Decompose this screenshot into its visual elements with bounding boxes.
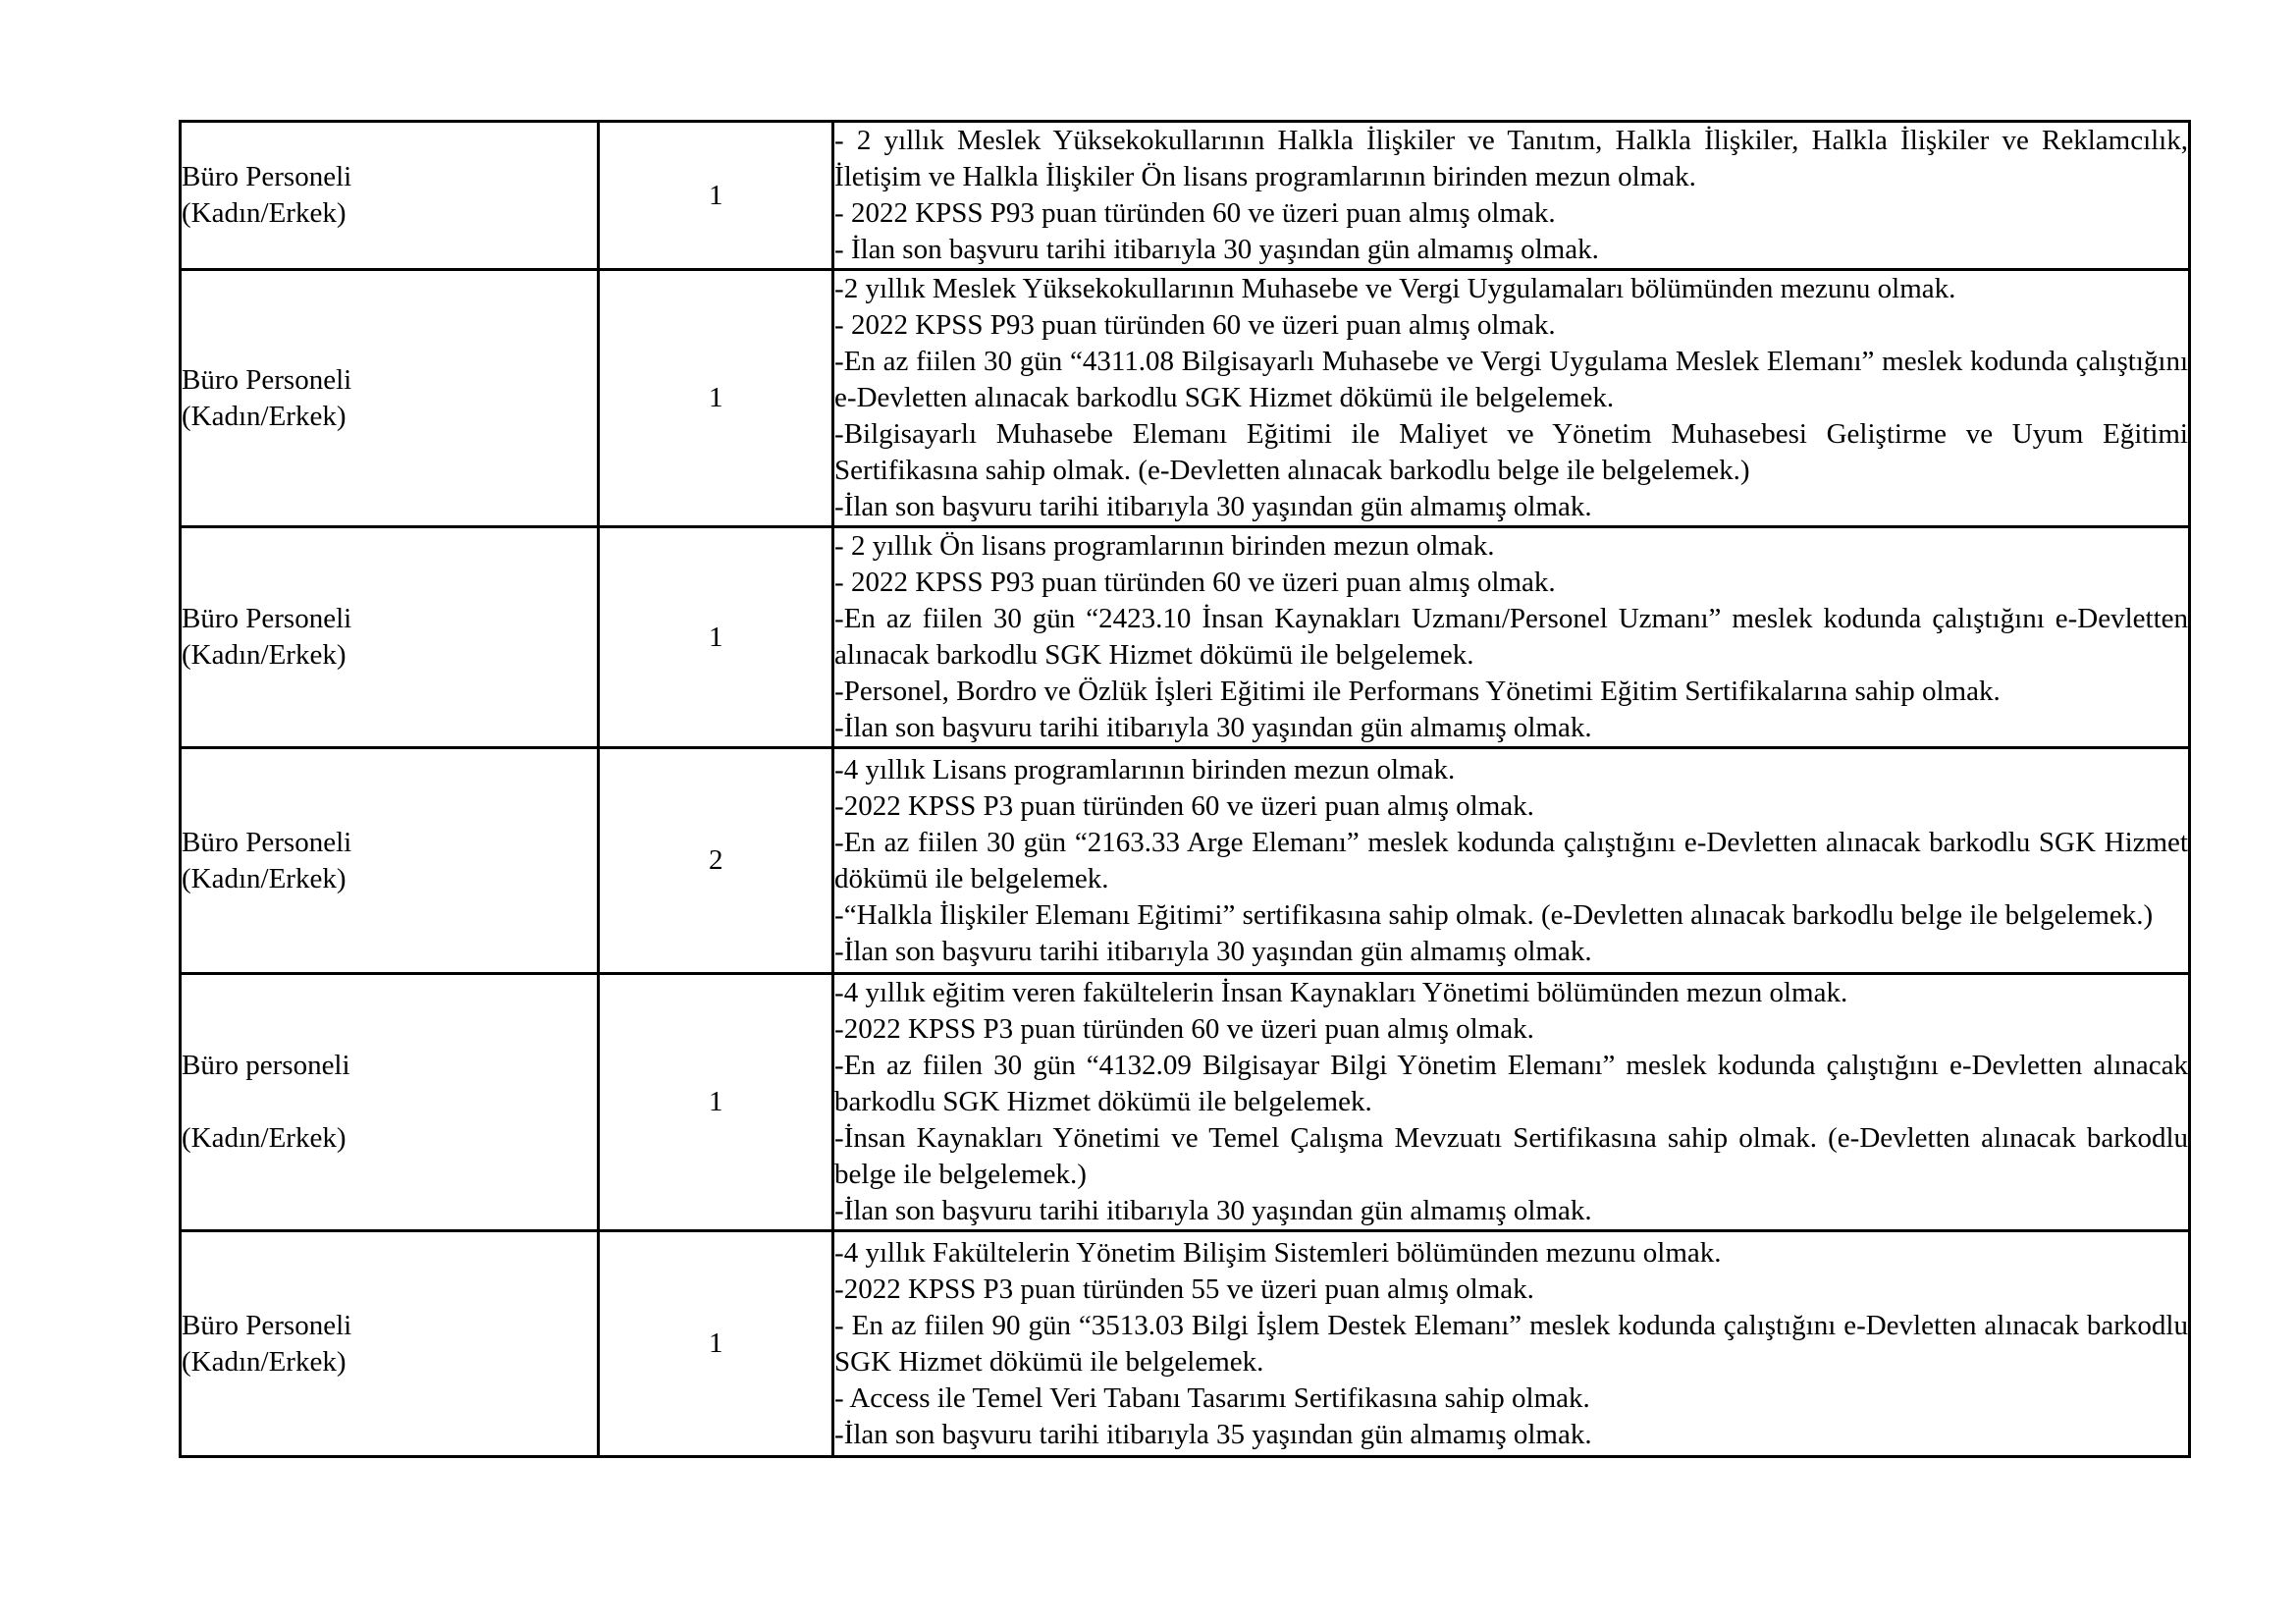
requirement-item: - 2 yıllık Meslek Yüksekokullarının Halkla İlişkiler ve Tanıtım, Halkla İlişkiler, Halkla İlişkiler ve Reklamcılık, İletişim ve Halkla İlişkiler Ön lisans programlarının birinden mezun olmak. — [834, 125, 2188, 192]
job-positions-table — [179, 120, 2191, 1458]
requirement-item: -İlan son başvuru tarihi itibarıyla 30 yaşından gün almamış olmak. — [834, 1195, 1592, 1226]
requirement-item: -İlan son başvuru tarihi itibarıyla 30 yaşından gün almamış olmak. — [834, 491, 1592, 522]
table-row — [181, 527, 2190, 748]
position-title: Büro personeli — [182, 1050, 350, 1081]
position-title-cell — [181, 974, 599, 1231]
requirement-item: -İnsan Kaynakları Yönetimi ve Temel Çalışma Mevzuatı Sertifikasına sahip olmak. (e-Devletten alınacak barkodlu belge ile belgelemek.) — [834, 1122, 2188, 1190]
requirement-item: -2022 KPSS P3 puan türünden 60 ve üzeri puan almış olmak. — [834, 789, 1534, 822]
table-row — [181, 270, 2190, 527]
requirement-item: -İlan son başvuru tarihi itibarıyla 35 yaşından gün almamış olmak. — [834, 1418, 1592, 1450]
table-row — [181, 122, 2190, 270]
requirements-cell — [833, 122, 2190, 270]
requirement-item: -En az fiilen 30 gün “4132.09 Bilgisayar Bilgi Yönetim Elemanı” meslek kodunda çalıştığını e-Devletten alınacak barkodlu SGK Hizmet dökümü ile belgelemek. — [834, 1050, 2188, 1117]
requirement-item: -İlan son başvuru tarihi itibarıyla 30 yaşından gün almamış olmak. — [834, 712, 1592, 743]
position-title: (Kadın/Erkek) — [182, 639, 347, 671]
position-count-cell — [599, 270, 833, 527]
position-title: (Kadın/Erkek) — [182, 400, 347, 432]
position-count: 1 — [708, 621, 723, 653]
position-count-cell — [599, 748, 833, 974]
requirement-item: - 2022 KPSS P93 puan türünden 60 ve üzeri puan almış olmak. — [834, 567, 1556, 598]
position-title-cell — [181, 527, 599, 748]
position-title: Büro Personeli — [182, 161, 352, 192]
position-title: (Kadın/Erkek) — [182, 862, 347, 894]
requirement-item: -4 yıllık Fakültelerin Yönetim Bilişim Sistemleri bölümünden mezunu olmak. — [834, 1236, 1722, 1269]
requirement-item: -2022 KPSS P3 puan türünden 60 ve üzeri puan almış olmak. — [834, 1013, 1534, 1045]
requirement-item: -2022 KPSS P3 puan türünden 55 ve üzeri puan almış olmak. — [834, 1272, 1534, 1305]
position-title: Büro Personeli — [182, 1309, 352, 1341]
requirement-item: - İlan son başvuru tarihi itibarıyla 30 yaşından gün almamış olmak. — [834, 234, 1599, 265]
position-count-cell — [599, 1231, 833, 1457]
table-row — [181, 748, 2190, 974]
position-title: Büro Personeli — [182, 603, 352, 634]
requirements-cell — [833, 748, 2190, 974]
requirements-cell — [833, 270, 2190, 527]
table-body — [181, 122, 2190, 1457]
requirement-item: -4 yıllık eğitim veren fakültelerin İnsan Kaynakları Yönetimi bölümünden mezun olmak. — [834, 977, 1848, 1008]
table-row — [181, 1231, 2190, 1457]
requirement-item: -İlan son başvuru tarihi itibarıyla 30 yaşından gün almamış olmak. — [834, 935, 1592, 967]
requirement-item: - Access ile Temel Veri Tabanı Tasarımı Sertifikasına sahip olmak. — [834, 1381, 1590, 1414]
position-count: 1 — [708, 382, 723, 413]
position-title-cell — [181, 748, 599, 974]
requirement-item: -Personel, Bordro ve Özlük İşleri Eğitimi ile Performans Yönetimi Eğitim Sertifikalarına sahip olmak. — [834, 676, 2001, 707]
requirement-item: - 2022 KPSS P93 puan türünden 60 ve üzeri puan almış olmak. — [834, 197, 1556, 229]
requirement-item: -“Halkla İlişkiler Elemanı Eğitimi” sertifikasına sahip olmak. (e-Devletten alınacak barkodlu belge ile belgelemek.) — [834, 898, 2154, 931]
blank-line — [182, 1084, 597, 1120]
requirement-item: -Bilgisayarlı Muhasebe Elemanı Eğitimi ile Maliyet ve Yönetim Muhasebesi Geliştirme ve Uyum Eğitimi Sertifikasına sahip olmak. (e-Devletten alınacak barkodlu belge ile belgelemek.) — [834, 418, 2188, 486]
position-title: (Kadın/Erkek) — [182, 1345, 347, 1378]
requirement-item: -En az fiilen 30 gün “2163.33 Arge Elemanı” meslek kodunda çalıştığını e-Devletten alınacak barkodlu SGK Hizmet dökümü ile belgelemek. — [834, 826, 2188, 894]
position-title: (Kadın/Erkek) — [182, 1122, 347, 1154]
requirement-item: - 2022 KPSS P93 puan türünden 60 ve üzeri puan almış olmak. — [834, 309, 1556, 341]
position-title: Büro Personeli — [182, 363, 352, 396]
position-count: 1 — [708, 1086, 723, 1117]
requirement-item: -En az fiilen 30 gün “2423.10 İnsan Kaynakları Uzmanı/Personel Uzmanı” meslek kodunda çalıştığını e-Devletten alınacak barkodlu SGK Hizmet dökümü ile belgelemek. — [834, 603, 2188, 671]
position-count: 2 — [708, 844, 723, 876]
requirement-item: -En az fiilen 30 gün “4311.08 Bilgisayarlı Muhasebe ve Vergi Uygulama Meslek Elemanı” meslek kodunda çalıştığını e-Devletten alınacak barkodlu SGK Hizmet dökümü ile belgelemek. — [834, 346, 2188, 413]
position-count: 1 — [708, 1327, 723, 1359]
position-count-cell — [599, 527, 833, 748]
position-count-cell — [599, 122, 833, 270]
position-title: (Kadın/Erkek) — [182, 197, 347, 229]
position-title-cell — [181, 1231, 599, 1457]
requirements-cell — [833, 1231, 2190, 1457]
position-title: Büro Personeli — [182, 826, 352, 858]
requirement-item: - 2 yıllık Ön lisans programlarının birinden mezun olmak. — [834, 530, 1495, 562]
position-count: 1 — [708, 179, 723, 211]
requirement-item: -2 yıllık Meslek Yüksekokullarının Muhasebe ve Vergi Uygulamaları bölümünden mezunu olmak. — [834, 273, 1956, 304]
requirement-item: -4 yıllık Lisans programlarının birinden mezun olmak. — [834, 753, 1456, 785]
position-count-cell — [599, 974, 833, 1231]
position-title-cell — [181, 270, 599, 527]
position-title-cell — [181, 122, 599, 270]
requirement-item: - En az fiilen 90 gün “3513.03 Bilgi İşlem Destek Elemanı” meslek kodunda çalıştığını e-Devletten alınacak barkodlu SGK Hizmet dökümü ile belgelemek. — [834, 1309, 2188, 1378]
table-row — [181, 974, 2190, 1231]
requirements-cell — [833, 527, 2190, 748]
requirements-cell — [833, 974, 2190, 1231]
